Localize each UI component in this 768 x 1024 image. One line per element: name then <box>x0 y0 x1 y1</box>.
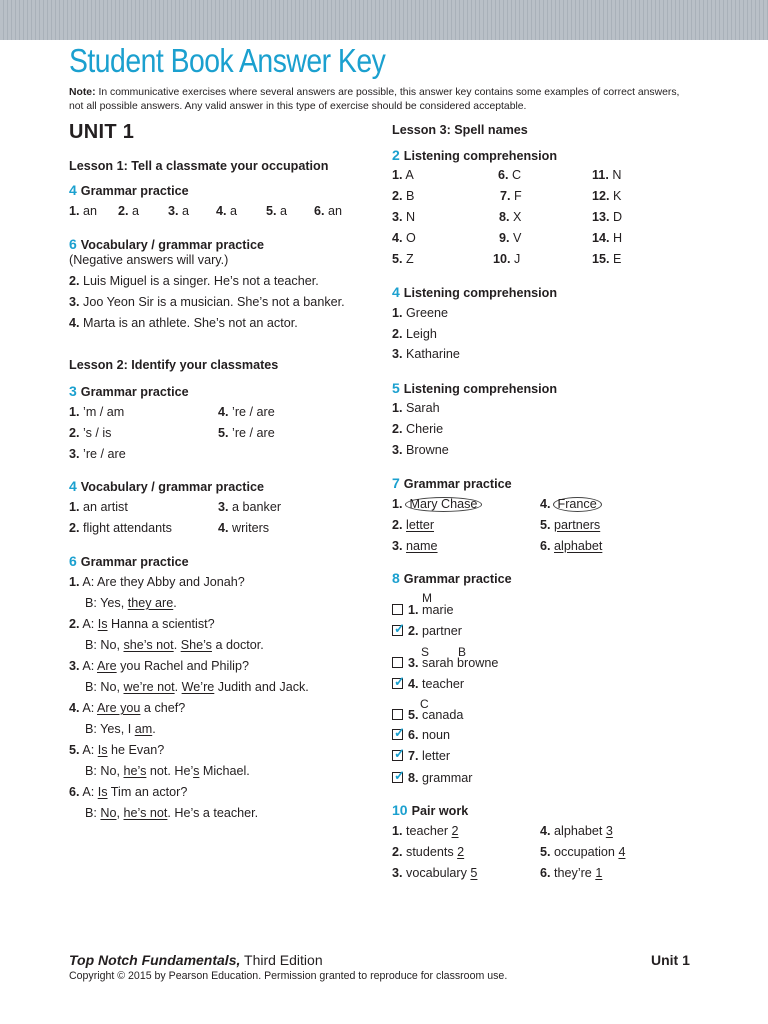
answer-item: 4. a <box>216 204 238 218</box>
answer-item: 3. name <box>392 539 438 553</box>
answer-item: 2. Cherie <box>392 422 444 436</box>
check-icon: ✓ <box>394 725 405 740</box>
answer-item: 5. a <box>266 204 288 218</box>
section-heading: 4 Listening comprehension <box>392 284 558 300</box>
lesson-3-heading: Lesson 3: Spell names <box>392 123 528 137</box>
checkbox-item: 5. canada <box>392 708 463 722</box>
section-heading: 10 Pair work <box>392 802 469 818</box>
circled-answer: Mary Chase <box>405 497 483 512</box>
correction-mark: B <box>458 645 467 659</box>
section-heading: 2 Listening comprehension <box>392 147 558 163</box>
answer-item: 2. flight attendants <box>69 521 172 535</box>
answer-item: 4. writers <box>218 521 270 535</box>
section-heading <box>69 182 189 198</box>
dialogue-a: 2. A: Is Hanna a scientist? <box>69 617 215 631</box>
circled-answer: France <box>553 497 602 512</box>
answer-item: 15. E <box>592 252 622 266</box>
correction-mark: M <box>422 591 432 605</box>
dialogue-b: B: No, we’re not. We’re Judith and Jack. <box>85 680 309 694</box>
answer-item: 14. H <box>592 231 623 245</box>
checkbox <box>392 657 403 668</box>
check-icon: ✓ <box>394 746 405 761</box>
checkbox <box>392 674 405 689</box>
checkbox-item: ✓ 6. noun <box>394 725 451 742</box>
answer-item: 4. Marta is an athlete. She’s not an actor. <box>69 316 298 330</box>
answer-item: 5. partners <box>540 518 601 532</box>
checkbox <box>392 604 403 615</box>
answer-item: 2. a <box>118 204 140 218</box>
answer-item: 9. V <box>499 231 522 245</box>
section-heading: 5 Listening comprehension <box>392 380 558 396</box>
checkbox <box>392 746 405 761</box>
answer-item: 3. vocabulary 5 <box>392 866 478 880</box>
dialogue-a: 5. A: Is he Evan? <box>69 743 165 757</box>
answer-item: 1. an artist <box>69 500 128 514</box>
answer-item: 1. Sarah <box>392 401 440 415</box>
checkbox <box>392 768 405 783</box>
answer-item: 1. teacher 2 <box>392 824 459 838</box>
checkbox <box>392 725 405 740</box>
header-stripe <box>0 0 768 40</box>
checkbox-item: ✓ 2. partner <box>394 621 462 638</box>
check-icon: ✓ <box>394 674 405 689</box>
footer-book-title: Top Notch Fundamentals, Third Edition <box>69 952 323 968</box>
answer-item: 2. students 2 <box>392 845 465 859</box>
unit-heading: UNIT 1 <box>69 121 135 143</box>
answer-item: 5. occupation 4 <box>540 845 626 859</box>
footer-unit: Unit 1 <box>651 952 690 968</box>
answer-item: 3. Browne <box>392 443 449 457</box>
dialogue-a: 4. A: Are you a chef? <box>69 701 186 715</box>
answer-item: 13. D <box>592 210 623 224</box>
answer-item: 2. Leigh <box>392 327 437 341</box>
section-number: 4 <box>69 182 77 198</box>
section-heading: 6 Vocabulary / grammar practice <box>69 236 264 252</box>
answer-item: 6. they’re 1 <box>540 866 603 880</box>
answer-item: 5. Z <box>392 252 414 266</box>
checkbox <box>392 621 405 636</box>
correction-mark: C <box>420 697 429 711</box>
answer-item: 2. ’s / is <box>69 426 112 440</box>
answer-item: 6. an <box>314 204 343 218</box>
answer-item: 3. a banker <box>218 500 282 514</box>
checkbox-item: 1. marie <box>392 603 454 617</box>
answer-item: 8. X <box>499 210 522 224</box>
dialogue-a: 1. A: Are they Abby and Jonah? <box>69 575 245 589</box>
answer-item: 1. ’m / am <box>69 405 125 419</box>
answer-item: 1. Greene <box>392 306 449 320</box>
answer-item: 11. N <box>592 168 622 182</box>
answer-item: 6. C <box>498 168 522 182</box>
answer-item: 1. A <box>392 168 414 182</box>
checkbox <box>392 709 403 720</box>
answer-item: 3. Joo Yeon Sir is a musician. She’s not a banker. <box>69 295 345 309</box>
checkbox-item: ✓ 7. letter <box>394 746 451 763</box>
answer-item: 3. ’re / are <box>69 447 126 461</box>
answer-item: 3. Katharine <box>392 347 460 361</box>
answer-item: 12. K <box>592 189 622 203</box>
answer-item: 2. B <box>392 189 415 203</box>
lesson-2-heading: Lesson 2: Identify your classmates <box>69 358 279 372</box>
answer-item: 2. letter <box>392 518 435 532</box>
section-heading: 8 Grammar practice <box>392 570 512 586</box>
correction-mark: S <box>421 645 430 659</box>
answer-item: 1. Mary Chase <box>392 497 482 512</box>
answer-item: 7. F <box>500 189 522 203</box>
section-heading: 6 Grammar practice <box>69 553 189 569</box>
note-paragraph <box>69 86 689 114</box>
answer-item: 3. a <box>168 204 190 218</box>
checkbox-item: 3. sarah browne <box>392 656 498 670</box>
dialogue-b: B: Yes, they are. <box>85 596 177 610</box>
dialogue-b: B: Yes, I am. <box>85 722 156 736</box>
dialogue-b: B: No, she’s not. She’s a doctor. <box>85 638 264 652</box>
check-icon: ✓ <box>394 621 405 636</box>
answer-item: 3. N <box>392 210 416 224</box>
check-icon: ✓ <box>394 768 405 783</box>
dialogue-a: 6. A: Is Tim an actor? <box>69 785 188 799</box>
answer-item: 4. ’re / are <box>218 405 275 419</box>
answer-item: 4. O <box>392 231 416 245</box>
answer-item: 5. ’re / are <box>218 426 275 440</box>
answer-item: 1. an <box>69 204 98 218</box>
section-heading: 3 Grammar practice <box>69 383 189 399</box>
section-heading: 4 Vocabulary / grammar practice <box>69 478 264 494</box>
lesson-1-heading: Lesson 1: Tell a classmate your occupation <box>69 159 329 173</box>
answer-item: 2. Luis Miguel is a singer. He’s not a teacher. <box>69 274 319 288</box>
note-text: In communicative exercises where several answers are possible, this answer key contains some examples of correct answers, not all possible answers. Any valid answer in this type of exercise should be considered acceptable. <box>69 87 680 112</box>
answer-item: 6. alphabet <box>540 539 603 553</box>
dialogue-b: B: No, he’s not. He’s Michael. <box>85 764 250 778</box>
checkbox-item: ✓ 8. grammar <box>394 768 473 785</box>
dialogue-b: B: No, he’s not. He’s a teacher. <box>85 806 259 820</box>
answer-item: 4. alphabet 3 <box>540 824 613 838</box>
section-note: (Negative answers will vary.) <box>69 253 229 267</box>
page-title: Student Book Answer Key <box>69 42 386 79</box>
checkbox-item: ✓ 4. teacher <box>394 674 465 691</box>
dialogue-a: 3. A: Are you Rachel and Philip? <box>69 659 249 673</box>
note-label: Note: <box>69 87 96 98</box>
answer-item: 4. France <box>540 497 602 512</box>
footer-copyright: Copyright © 2015 by Pearson Education. Permission granted to reproduce for classroom use. <box>69 970 508 982</box>
section-title: Grammar practice <box>80 184 189 198</box>
section-heading: 7 Grammar practice <box>392 475 512 491</box>
answer-item: 10. J <box>493 252 521 266</box>
